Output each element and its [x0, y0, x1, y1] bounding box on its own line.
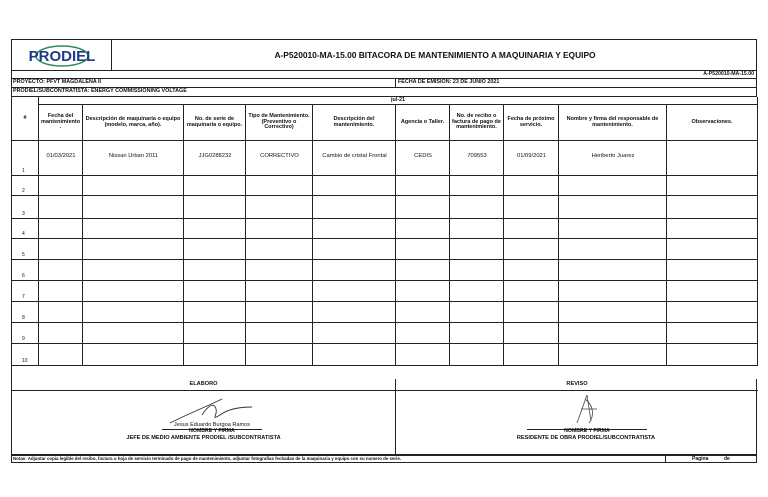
row-number	[12, 176, 39, 196]
table-cell	[667, 281, 758, 302]
table-cell	[184, 281, 246, 302]
table-cell	[246, 302, 313, 323]
de-label: de	[724, 455, 730, 462]
nombre-firma-right: NOMBRE Y FIRMA	[564, 428, 610, 435]
table-cell	[184, 219, 246, 239]
row-number	[12, 302, 39, 323]
row-number	[12, 196, 39, 219]
row-number	[12, 219, 39, 239]
table-cell	[39, 260, 83, 281]
table-cell	[450, 302, 504, 323]
role-right: RESIDENTE DE OBRA PRODIEL/SUBCONTRATISTA	[516, 434, 656, 441]
row-number-text: 3	[22, 211, 25, 217]
logo-text: PRODIEL	[28, 48, 96, 65]
table-cell	[450, 196, 504, 219]
table-cell	[559, 196, 667, 219]
column-header: Nombre y firma del responsable de mantenimiento.	[559, 105, 667, 141]
table-cell	[667, 323, 758, 344]
divider	[395, 79, 396, 87]
table-cell	[39, 141, 83, 176]
table-cell	[450, 323, 504, 344]
row-number-text: 2	[22, 188, 25, 194]
table-cell	[450, 219, 504, 239]
row-number	[12, 344, 39, 366]
table-cell	[83, 323, 184, 344]
column-header: Descripción del mantenimiento.	[313, 105, 396, 141]
table-cell	[396, 281, 450, 302]
cell-value: Heriberto Juarez	[591, 153, 635, 159]
cell-value: Cambio de cristal Frontal	[322, 153, 387, 159]
table-cell	[667, 196, 758, 219]
table-cell	[83, 302, 184, 323]
table-cell	[83, 176, 184, 196]
divider	[12, 390, 758, 391]
table-cell	[83, 219, 184, 239]
table-cell	[504, 260, 559, 281]
table-cell	[313, 302, 396, 323]
table-cell	[667, 302, 758, 323]
table-cell	[667, 239, 758, 260]
nombre-firma-left: NOMBRE Y FIRMA	[189, 428, 235, 435]
cell-value: CEDIS	[414, 153, 432, 159]
table-cell	[83, 141, 184, 176]
table-cell	[313, 260, 396, 281]
table-cell	[313, 281, 396, 302]
table-cell	[667, 176, 758, 196]
fecha-emision: FECHA DE EMISIÓN: 23 DE JUNIO 2021	[398, 79, 500, 86]
table-cell	[450, 260, 504, 281]
table-cell	[559, 323, 667, 344]
table-cell	[184, 176, 246, 196]
table-cell	[559, 239, 667, 260]
column-header: Descripción de maquinaria o equipo (modelo, marca, año).	[83, 105, 184, 141]
table-cell	[246, 281, 313, 302]
table-cell	[39, 196, 83, 219]
table-cell	[184, 239, 246, 260]
table-cell	[39, 281, 83, 302]
table-cell	[246, 196, 313, 219]
row-number	[12, 239, 39, 260]
maintenance-table	[11, 97, 757, 379]
table-cell	[667, 260, 758, 281]
role-left: JEFE DE MEDIO AMBIENTE PRODIEL /SUBCONTRATISTA	[126, 434, 281, 441]
table-cell	[184, 344, 246, 366]
table-cell	[184, 141, 246, 176]
table-cell	[184, 260, 246, 281]
cell-value: 01/09/2021	[516, 153, 546, 159]
signature-right	[565, 391, 605, 425]
table-cell	[83, 260, 184, 281]
row-number	[12, 141, 39, 176]
table-cell	[246, 176, 313, 196]
table-cell	[504, 141, 559, 176]
column-header: Fecha de próximo servicio.	[504, 105, 559, 141]
table-cell	[184, 196, 246, 219]
table-cell	[313, 219, 396, 239]
table-cell	[313, 344, 396, 366]
row-number	[12, 323, 39, 344]
title-block	[11, 39, 757, 71]
proyecto-row	[11, 79, 757, 88]
table-cell	[559, 141, 667, 176]
row-number-text: 9	[22, 336, 25, 342]
table-cell	[313, 141, 396, 176]
column-header: Fecha del mantenimiento .	[39, 105, 83, 141]
column-header: Agencia o Taller.	[396, 105, 450, 141]
table-cell	[83, 344, 184, 366]
row-number-text: 10	[22, 358, 28, 364]
notes-text: Notas: Adjuntar copia legible del recibo, factura u hoja de servicio terminado de pago de mantenimiento, adjuntar fotografías fechadas de la maquinaria y equipo con su numero de serie.	[13, 456, 402, 462]
table-cell	[39, 302, 83, 323]
column-header: Observaciones.	[667, 105, 758, 141]
table-cell	[396, 323, 450, 344]
row-number-text: 7	[22, 294, 25, 300]
table-cell	[246, 239, 313, 260]
table-cell	[184, 302, 246, 323]
table-cell	[396, 239, 450, 260]
logo-box	[12, 40, 112, 70]
month-header: jul-21	[39, 97, 758, 105]
document-title: A-P520010-MA-15.00 BITACORA DE MANTENIMIENTO A MAQUINARIA Y EQUIPO	[274, 49, 596, 60]
row-number-text: 1	[22, 168, 25, 174]
table-cell	[39, 176, 83, 196]
table-cell	[450, 344, 504, 366]
table-cell	[450, 281, 504, 302]
doc-code-row	[11, 71, 757, 79]
table-cell	[246, 219, 313, 239]
table-cell	[313, 196, 396, 219]
table-cell	[396, 196, 450, 219]
table-cell	[504, 281, 559, 302]
table-cell	[396, 344, 450, 366]
table-cell	[396, 141, 450, 176]
cell-value: 01/03/2021	[46, 153, 76, 159]
table-cell	[450, 239, 504, 260]
table-cell	[559, 219, 667, 239]
table-cell	[450, 176, 504, 196]
table-cell	[667, 141, 758, 176]
table-cell	[559, 302, 667, 323]
row-number-text: 5	[22, 252, 25, 258]
elaboro-label: ELABORO	[189, 380, 218, 387]
signature-block	[11, 379, 757, 455]
column-header: Tipo de Mantenimiento. (Preventivo o Correctivo)	[246, 105, 313, 141]
subcontratista-row	[11, 88, 757, 97]
table-cell	[246, 141, 313, 176]
cell-value: 709553	[467, 153, 487, 159]
pagina-label: Pagina	[692, 455, 709, 462]
cell-value: Nissan Urban 2011	[108, 153, 159, 159]
reviso-label: REVISO	[566, 380, 588, 387]
column-header: No. de serie de maquinaria o equipo.	[184, 105, 246, 141]
table-cell	[313, 239, 396, 260]
column-header: #	[12, 97, 39, 141]
table-cell	[396, 176, 450, 196]
table-cell	[504, 196, 559, 219]
row-number-text: 4	[22, 231, 25, 237]
row-number-text: 6	[22, 273, 25, 279]
subcontratista: PRODIEL/SUBCONTRATISTA: ENERGY COMMISSIONING VOLTAGE	[13, 88, 187, 95]
table-cell	[559, 260, 667, 281]
table-cell	[39, 344, 83, 366]
table-cell	[504, 323, 559, 344]
table-cell	[504, 176, 559, 196]
proyecto: PROYECTO: PFVT MAGDALENA II	[13, 79, 102, 86]
table-cell	[396, 260, 450, 281]
prodiel-logo	[12, 40, 112, 70]
row-number	[12, 281, 39, 302]
cell-value: JJG0288232	[198, 153, 232, 159]
table-cell	[83, 239, 184, 260]
doc-code: A-P520010-MA-15.00	[703, 70, 754, 77]
table-cell	[667, 344, 758, 366]
row-number-text: 8	[22, 315, 25, 321]
table-cell	[559, 344, 667, 366]
table-cell	[450, 141, 504, 176]
table-cell	[559, 281, 667, 302]
table-cell	[396, 302, 450, 323]
table-cell	[504, 219, 559, 239]
column-header: No. de recibo o factura de pago de mantenimiento.	[450, 105, 504, 141]
table-cell	[83, 281, 184, 302]
divider	[665, 456, 666, 463]
notes-row	[11, 455, 757, 463]
table-cell	[559, 176, 667, 196]
cell-value: CORRECTIVO	[260, 153, 299, 159]
table-cell	[184, 323, 246, 344]
table-cell	[313, 323, 396, 344]
signer-left-name: Jesus Eduardo Burgoa Ramos	[173, 421, 251, 428]
table-cell	[667, 219, 758, 239]
row-number	[12, 260, 39, 281]
table-cell	[83, 196, 184, 219]
table-cell	[246, 260, 313, 281]
table-cell	[39, 219, 83, 239]
table-cell	[396, 219, 450, 239]
table-cell	[504, 344, 559, 366]
table-cell	[39, 239, 83, 260]
table-cell	[246, 323, 313, 344]
table-cell	[504, 302, 559, 323]
table-cell	[504, 239, 559, 260]
table-cell	[246, 344, 313, 366]
table-cell	[313, 176, 396, 196]
table-cell	[39, 323, 83, 344]
